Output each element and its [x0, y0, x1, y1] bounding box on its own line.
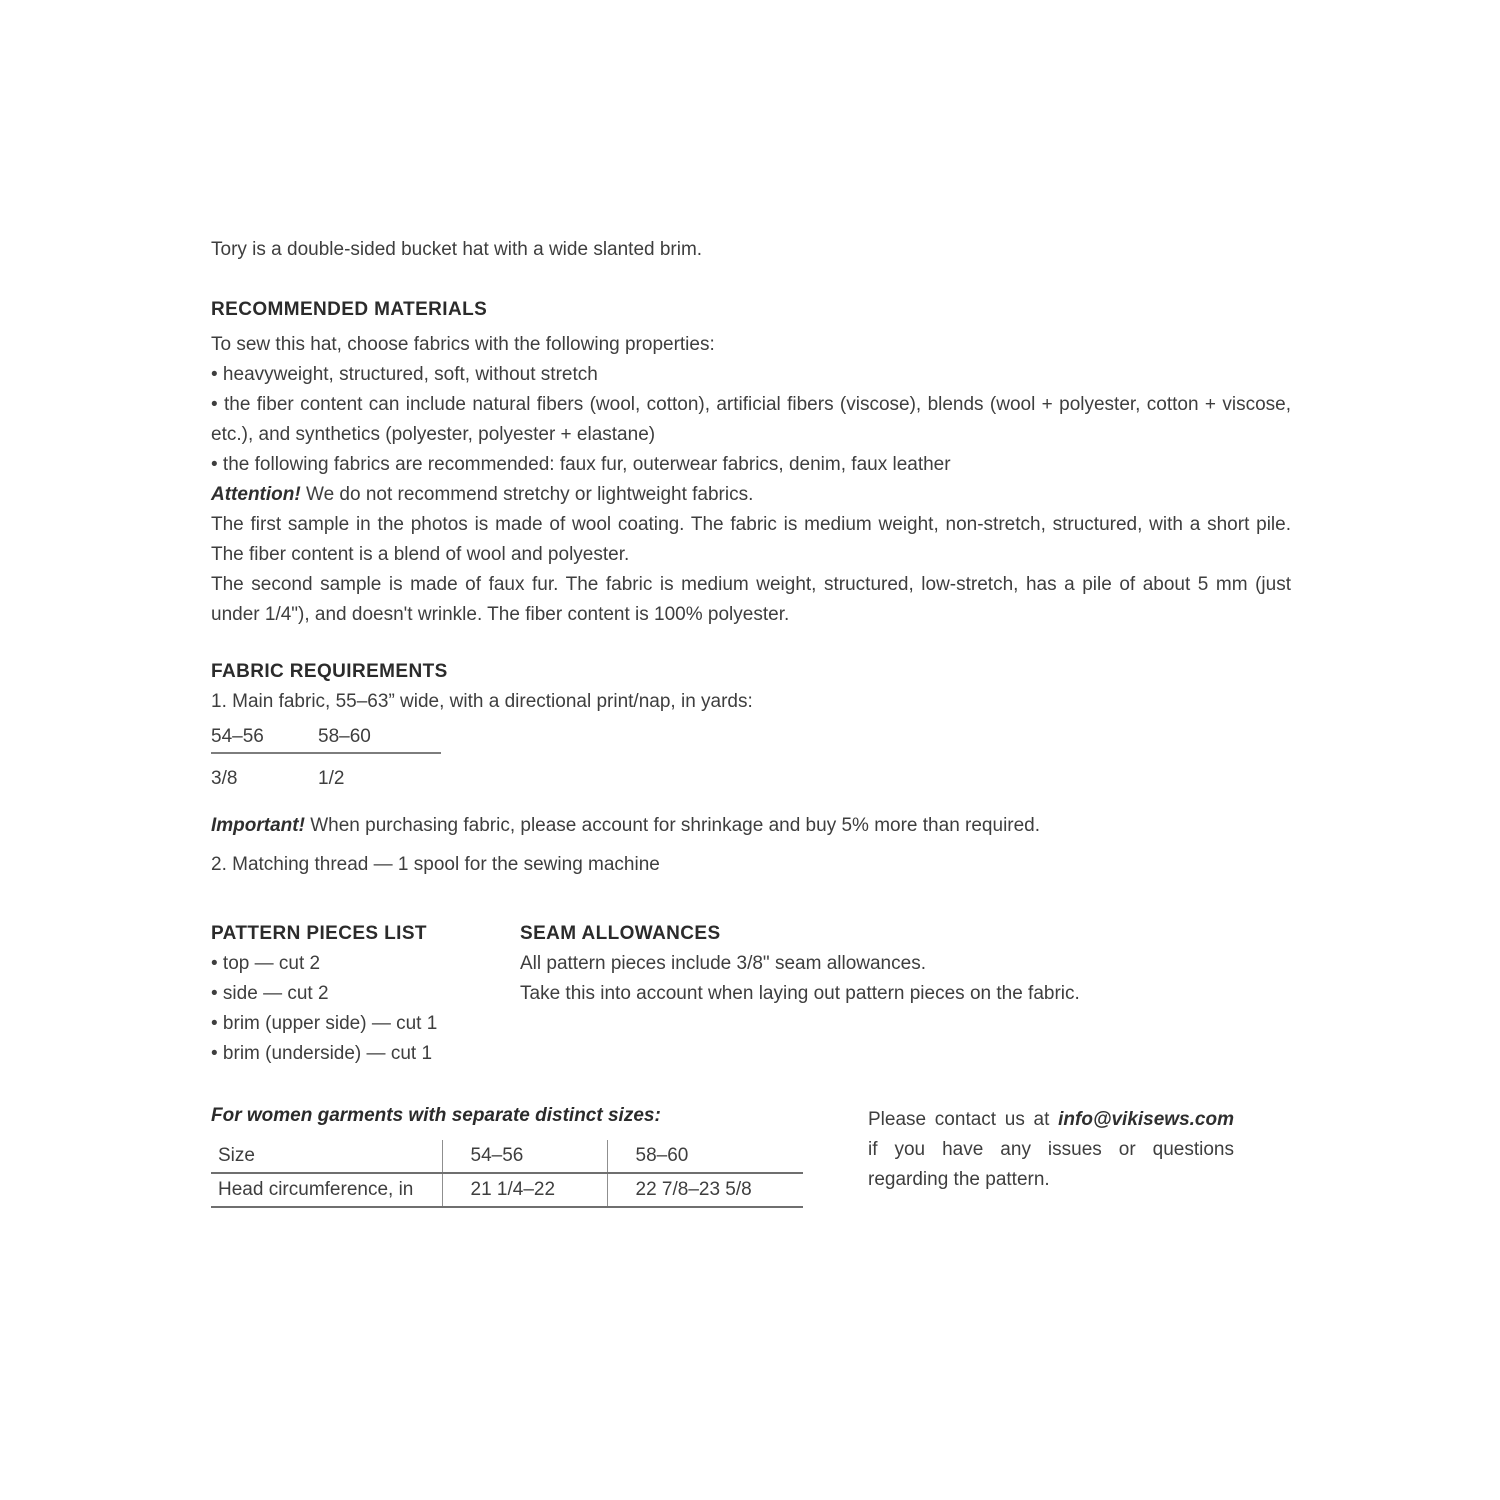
seam-allowances-line2: Take this into account when laying out pattern pieces on the fabric. [520, 983, 1080, 1004]
recommended-materials-section [211, 295, 1291, 630]
sizes-heading: For women garments with separate distinct sizes: [211, 1105, 661, 1126]
materials-lead: To sew this hat, choose fabrics with the following properties: [211, 334, 715, 355]
yardage-table-value-row [211, 754, 441, 794]
contact-text [868, 1105, 1234, 1195]
size-table-cell: 22 7/8–23 5/8 [607, 1173, 803, 1207]
fabric-item1: 1. Main fabric, 55–63” wide, with a directional print/nap, in yards: [211, 691, 753, 712]
materials-bullet: • the fiber content can include natural fibers (wool, cotton), artificial fibers (viscose), blends (wool + polyester, cotton + viscose, etc.), and synthetics (polyester, polyester + elastane) [211, 394, 1291, 445]
yardage-size-header: 58–60 [318, 726, 371, 747]
yardage-table-header-row [211, 722, 441, 754]
pattern-piece-item: • brim (underside) — cut 1 [211, 1043, 433, 1064]
recommended-materials-heading: RECOMMENDED MATERIALS [211, 299, 488, 320]
size-table-cell: Size [211, 1140, 442, 1173]
fabric-requirements-section [211, 657, 1291, 880]
pattern-pieces-column [211, 919, 520, 1069]
contact-post: if you have any issues or questions regarding the pattern. [868, 1139, 1234, 1190]
size-table-cell: 54–56 [442, 1140, 607, 1173]
pattern-piece-item: • side — cut 2 [211, 983, 329, 1004]
pieces-and-allowances-section [211, 919, 1291, 1069]
yardage-value: 1/2 [318, 768, 345, 789]
pattern-piece-item: • top — cut 2 [211, 953, 321, 974]
contact-email[interactable]: info@vikisews.com [1058, 1109, 1234, 1130]
size-table-cell: 21 1/4–22 [442, 1173, 607, 1207]
seam-allowances-heading: SEAM ALLOWANCES [520, 923, 721, 944]
size-table-row [211, 1140, 803, 1173]
pattern-pieces-heading: PATTERN PIECES LIST [211, 923, 427, 944]
seam-allowances-column [520, 919, 1080, 1069]
attention-line [211, 480, 1291, 510]
size-table-cell: 58–60 [607, 1140, 803, 1173]
yardage-table [211, 722, 441, 794]
important-label: Important! [211, 815, 305, 836]
intro-section [211, 235, 1291, 265]
attention-text: We do not recommend stretchy or lightweight fabrics. [300, 484, 754, 505]
yardage-size-header: 54–56 [211, 726, 264, 747]
intro-text: Tory is a double-sided bucket hat with a wide slanted brim. [211, 239, 703, 260]
important-line [211, 811, 1291, 841]
size-table [211, 1140, 803, 1208]
materials-bullet: • heavyweight, structured, soft, without stretch [211, 364, 598, 385]
seam-allowances-line1: All pattern pieces include 3/8" seam allowances. [520, 953, 926, 974]
sizes-and-contact-section [211, 1101, 1291, 1208]
pattern-piece-item: • brim (upper side) — cut 1 [211, 1013, 438, 1034]
sample1-text: The first sample in the photos is made of wool coating. The fabric is medium weight, non-stretch, structured, with a short pile. The fiber content is a blend of wool and polyester. [211, 514, 1291, 565]
size-table-row [211, 1173, 803, 1207]
contact-pre: Please contact us at [868, 1109, 1059, 1130]
important-text: When purchasing fabric, please account for shrinkage and buy 5% more than required. [304, 815, 1041, 836]
size-table-cell: Head circumference, in [211, 1173, 442, 1207]
yardage-value: 3/8 [211, 768, 238, 789]
fabric-item2: 2. Matching thread — 1 spool for the sewing machine [211, 854, 660, 875]
sample2-text: The second sample is made of faux fur. The fabric is medium weight, structured, low-stretch, has a pile of about 5 mm (just under 1/4"), and doesn't wrinkle. The fiber content is 100% polyester. [211, 574, 1291, 625]
attention-label: Attention! [211, 484, 301, 505]
fabric-requirements-heading: FABRIC REQUIREMENTS [211, 661, 448, 682]
materials-bullet: • the following fabrics are recommended: faux fur, outerwear fabrics, denim, faux leather [211, 454, 951, 475]
